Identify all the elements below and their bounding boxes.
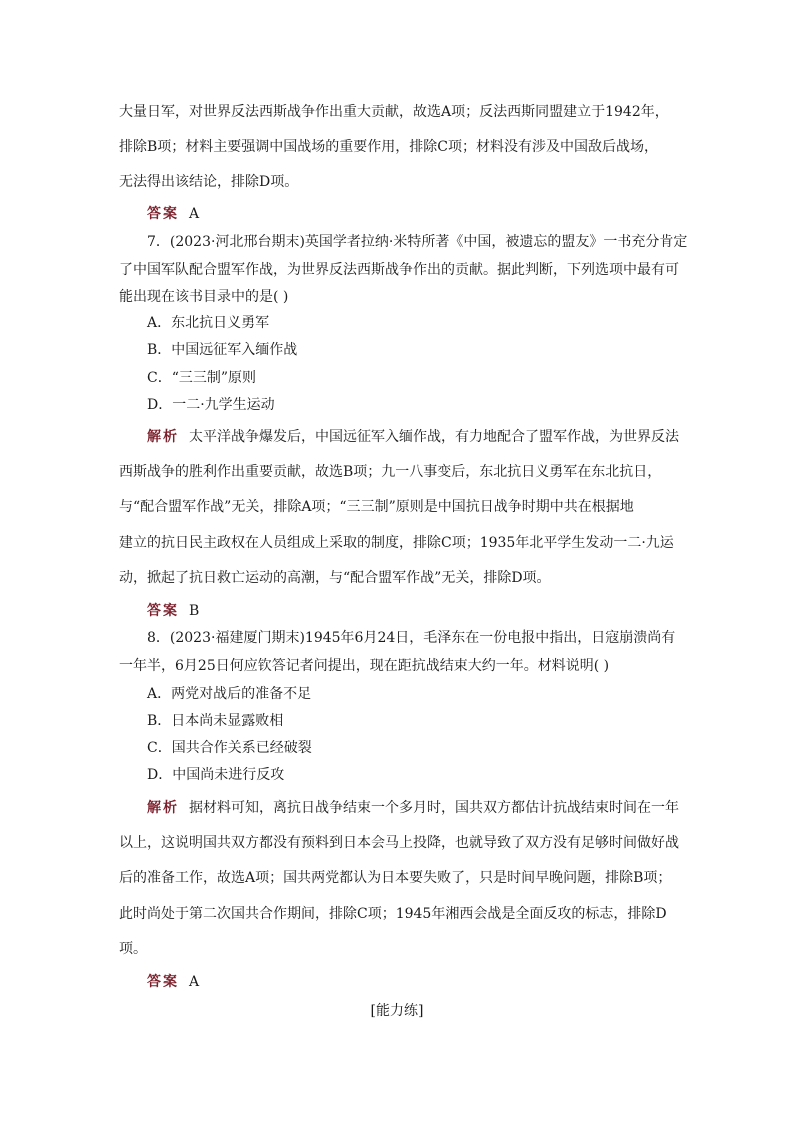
option-d: D．中国尚未进行反攻 [147, 767, 285, 783]
option-b: B．中国远征军入缅作战 [147, 342, 298, 358]
analysis-line: 排除B项；材料主要强调中国战场的重要作用，排除C项；材料没有涉及中国敌后战场， [119, 139, 658, 155]
analysis-line: 建立的抗日民主政权在人员组成上采取的制度，排除C项；1935年北平学生发动一二·九运 [119, 535, 674, 551]
analysis-line: 与“配合盟军作战”无关，排除A项；“三三制”原则是中国抗日战争时期中共在根据地 [119, 499, 634, 515]
question-stem-line: 了中国军队配合盟军作战，为世界反法西斯战争作出的贡献。据此判断，下列选项中最有可 [119, 262, 679, 278]
analysis-line: 大量日军，对世界反法西斯战争作出重大贡献，故选A项；反法西斯同盟建立于1942年， [119, 104, 669, 120]
answer-value: A [189, 206, 200, 222]
option-a: A．东北抗日义勇军 [147, 315, 270, 331]
analysis-label: 解析 [147, 800, 179, 816]
question-stem-line: 一年半，6月25日何应钦答记者问提出，现在距抗战结束大约一年。材料说明( ) [119, 658, 610, 674]
analysis-line [147, 427, 679, 447]
question-stem-line: 8．(2023·福建厦门期末)1945年6月24日，毛泽东在一份电报中指出，日寇崩溃尚有 [147, 630, 676, 646]
answer-line [147, 601, 199, 621]
analysis-line: 无法得出该结论，排除D项。 [119, 174, 299, 190]
option-d: D．一二·九学生运动 [147, 397, 275, 413]
analysis-text: 据材料可知，离抗日战争结束一个多月时，国共双方都估计抗战结束时间在一年 [189, 800, 679, 816]
analysis-line: 项。 [119, 941, 147, 957]
answer-line [147, 972, 199, 992]
question-stem-line: 能出现在该书目录中的是( ) [119, 289, 289, 305]
option-a: A．两党对战后的准备不足 [147, 686, 312, 702]
answer-line [147, 204, 199, 224]
analysis-line: 此时尚处于第二次国共合作期间，排除C项；1945年湘西会战是全面反攻的标志，排除D [119, 906, 667, 922]
answer-value: A [189, 974, 200, 990]
analysis-text: 太平洋战争爆发后，中国远征军入缅作战，有力地配合了盟军作战，为世界反法 [189, 429, 679, 445]
analysis-line: 后的准备工作，故选A项；国共两党都认为日本要失败了，只是时间早晚问题，排除B项； [119, 870, 672, 886]
analysis-line: 动，掀起了抗日救亡运动的高潮，与“配合盟军作战”无关，排除D项。 [119, 570, 551, 586]
analysis-line: 西斯战争的胜利作出重要贡献，故选B项；九一八事变后，东北抗日义勇军在东北抗日， [119, 464, 662, 480]
option-c: C．“三三制”原则 [147, 370, 257, 386]
answer-label: 答案 [147, 974, 179, 990]
answer-value: B [189, 603, 200, 619]
option-c: C．国共合作关系已经破裂 [147, 740, 312, 756]
analysis-label: 解析 [147, 429, 179, 445]
analysis-line [147, 798, 679, 818]
analysis-line: 以上，这说明国共双方都没有预料到日本会马上投降，也就导致了双方没有足够时间做好战 [119, 835, 679, 851]
option-b: B．日本尚未显露败相 [147, 713, 284, 729]
section-title: [能力练] [370, 1003, 424, 1019]
answer-label: 答案 [147, 206, 179, 222]
answer-label: 答案 [147, 603, 179, 619]
question-stem-line: 7．(2023·河北邢台期末)英国学者拉纳·米特所著《中国，被遗忘的盟友》一书充分肯定 [147, 234, 688, 250]
